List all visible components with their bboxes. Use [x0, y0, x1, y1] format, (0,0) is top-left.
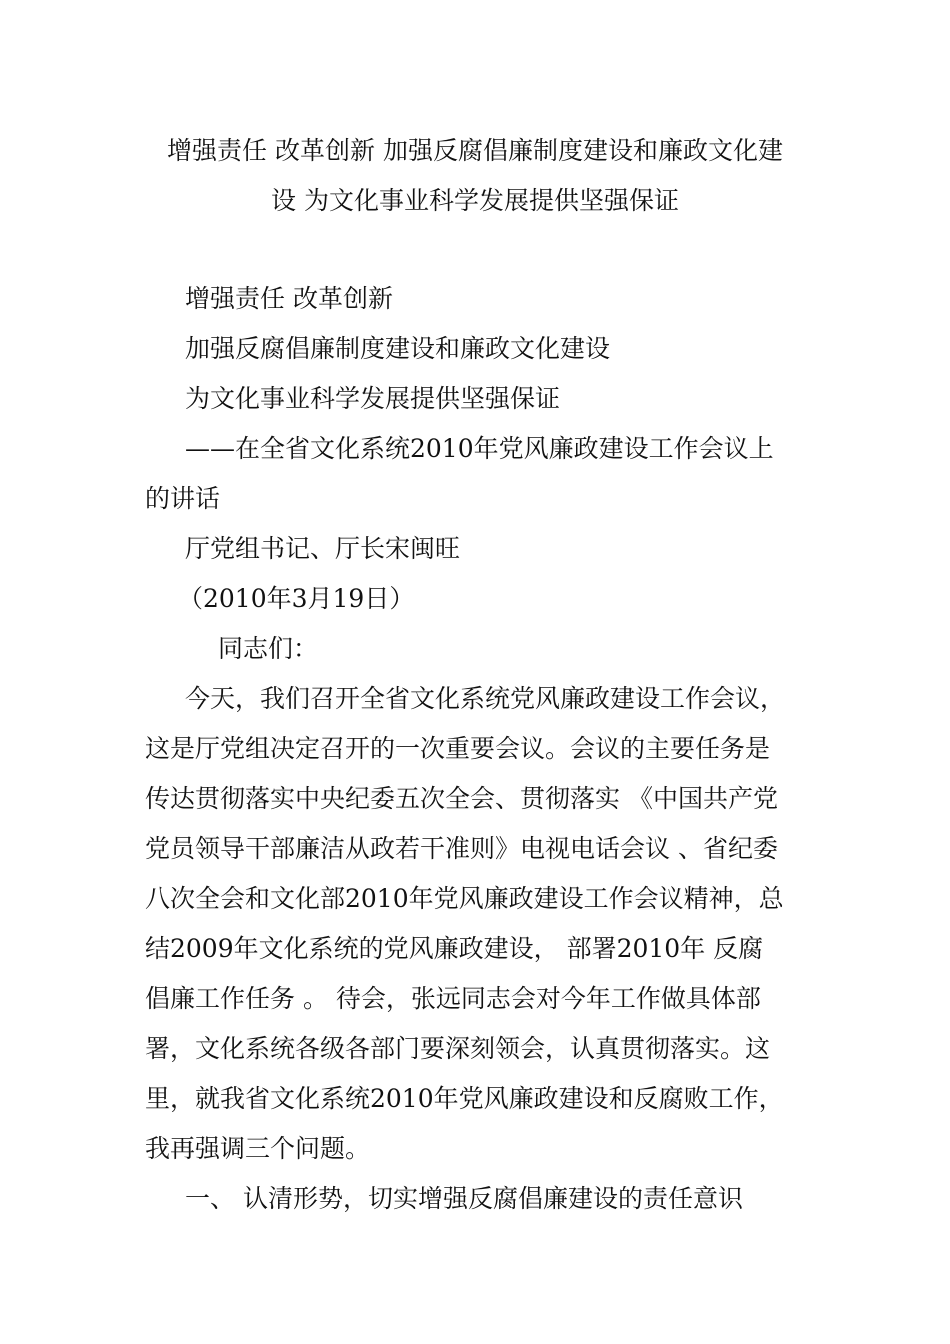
paragraph-line: 八次全会和文化部2010年党风廉政建设工作会议精神，总 [145, 884, 784, 913]
paragraph-line: 倡廉工作任务 。 待会，张远同志会对今年工作做具体部 [145, 984, 761, 1013]
paragraph-line: 我再强调三个问题。 [145, 1134, 371, 1163]
section-heading: 一、 认清形势，切实增强反腐倡廉建设的责任意识 [185, 1184, 743, 1213]
heading-line-3: 为文化事业科学发展提供坚强保证 [185, 384, 561, 413]
paragraph-line: 署，文化系统各级各部门要深刻领会，认真贯彻落实。这 [145, 1034, 771, 1063]
paragraph-line: 结2009年文化系统的党风廉政建设， 部署2010年 反腐 [145, 934, 764, 963]
subtitle-line-1: ——在全省文化系统2010年党风廉政建设工作会议上 [185, 434, 774, 463]
paragraph-line: 里，就我省文化系统2010年党风廉政建设和反腐败工作， [145, 1084, 784, 1113]
date-line: （2010年3月19日） [178, 584, 415, 613]
document-title-line-1: 增强责任 改革创新 加强反腐倡廉制度建设和廉政文化建 [167, 136, 783, 165]
document-title-line-2: 设 为文化事业科学发展提供坚强保证 [271, 186, 679, 215]
heading-line-2: 加强反腐倡廉制度建设和廉政文化建设 [185, 334, 611, 363]
paragraph-line: 今天，我们召开全省文化系统党风廉政建设工作会议， [185, 684, 786, 713]
speaker-line: 厅党组书记、厅长宋闽旺 [185, 534, 461, 563]
heading-line-1: 增强责任 改革创新 [185, 284, 393, 313]
salutation: 同志们： [218, 634, 319, 663]
paragraph-line: 党员领导干部廉洁从政若干准则》电视电话会议 、省纪委 [145, 834, 778, 863]
subtitle-line-2: 的讲话 [145, 484, 221, 513]
paragraph-line: 这是厅党组决定召开的一次重要会议。会议的主要任务是 [145, 734, 771, 763]
paragraph-line: 传达贯彻落实中央纪委五次全会、贯彻落实 《中国共产党 [145, 784, 778, 813]
